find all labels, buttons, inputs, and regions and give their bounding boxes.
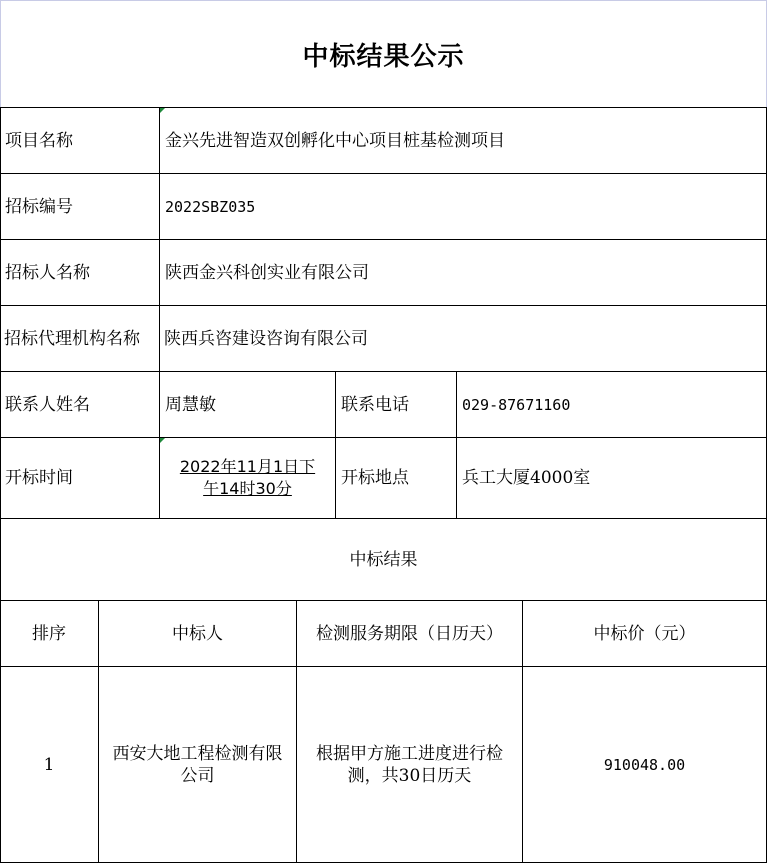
row-period-line1: 根据甲方施工进度进行检 bbox=[316, 743, 503, 764]
header-period: 检测服务期限（日历天） bbox=[316, 623, 503, 644]
header-winner: 中标人 bbox=[172, 623, 223, 644]
row-winner-line1: 西安大地工程检测有限 bbox=[112, 743, 283, 764]
open-place-label: 开标地点 bbox=[341, 468, 409, 488]
open-place-value: 兵工大厦4000室 bbox=[462, 468, 591, 488]
result-section-title: 中标结果 bbox=[349, 549, 418, 570]
row-period-line2: 测，共30日历天 bbox=[347, 765, 472, 786]
phone-value: 029-87671160 bbox=[462, 395, 571, 414]
agency-value: 陕西兵咨建设咨询有限公司 bbox=[164, 328, 368, 349]
contact-value: 周慧敏 bbox=[165, 394, 216, 415]
row-rank: 1 bbox=[43, 754, 55, 775]
open-time-line2: 午14时30分 bbox=[203, 479, 292, 498]
tenderer-value: 陕西金兴科创实业有限公司 bbox=[165, 262, 369, 283]
phone-label: 联系电话 bbox=[341, 394, 409, 415]
open-time-line1: 2022年11月1日下 bbox=[179, 457, 316, 476]
row-winner bbox=[99, 667, 296, 862]
project-name-label: 项目名称 bbox=[5, 130, 73, 151]
project-name-value: 金兴先进智造双创孵化中心项目桩基检测项目 bbox=[165, 130, 505, 151]
row-period bbox=[297, 667, 522, 862]
page-title: 中标结果公示 bbox=[0, 0, 767, 107]
row-winner-line2: 公司 bbox=[180, 765, 215, 786]
header-rank: 排序 bbox=[32, 623, 66, 644]
tenderer-label: 招标人名称 bbox=[5, 262, 90, 283]
row-price: 910048.00 bbox=[603, 755, 686, 774]
open-time-value bbox=[160, 438, 335, 518]
bid-no-value: 2022SBZ035 bbox=[165, 197, 256, 216]
contact-label: 联系人姓名 bbox=[5, 394, 90, 415]
bid-no-label: 招标编号 bbox=[5, 196, 73, 217]
open-time-label: 开标时间 bbox=[5, 468, 73, 488]
agency-label: 招标代理机构名称 bbox=[4, 328, 140, 349]
header-price: 中标价（元） bbox=[593, 623, 696, 644]
